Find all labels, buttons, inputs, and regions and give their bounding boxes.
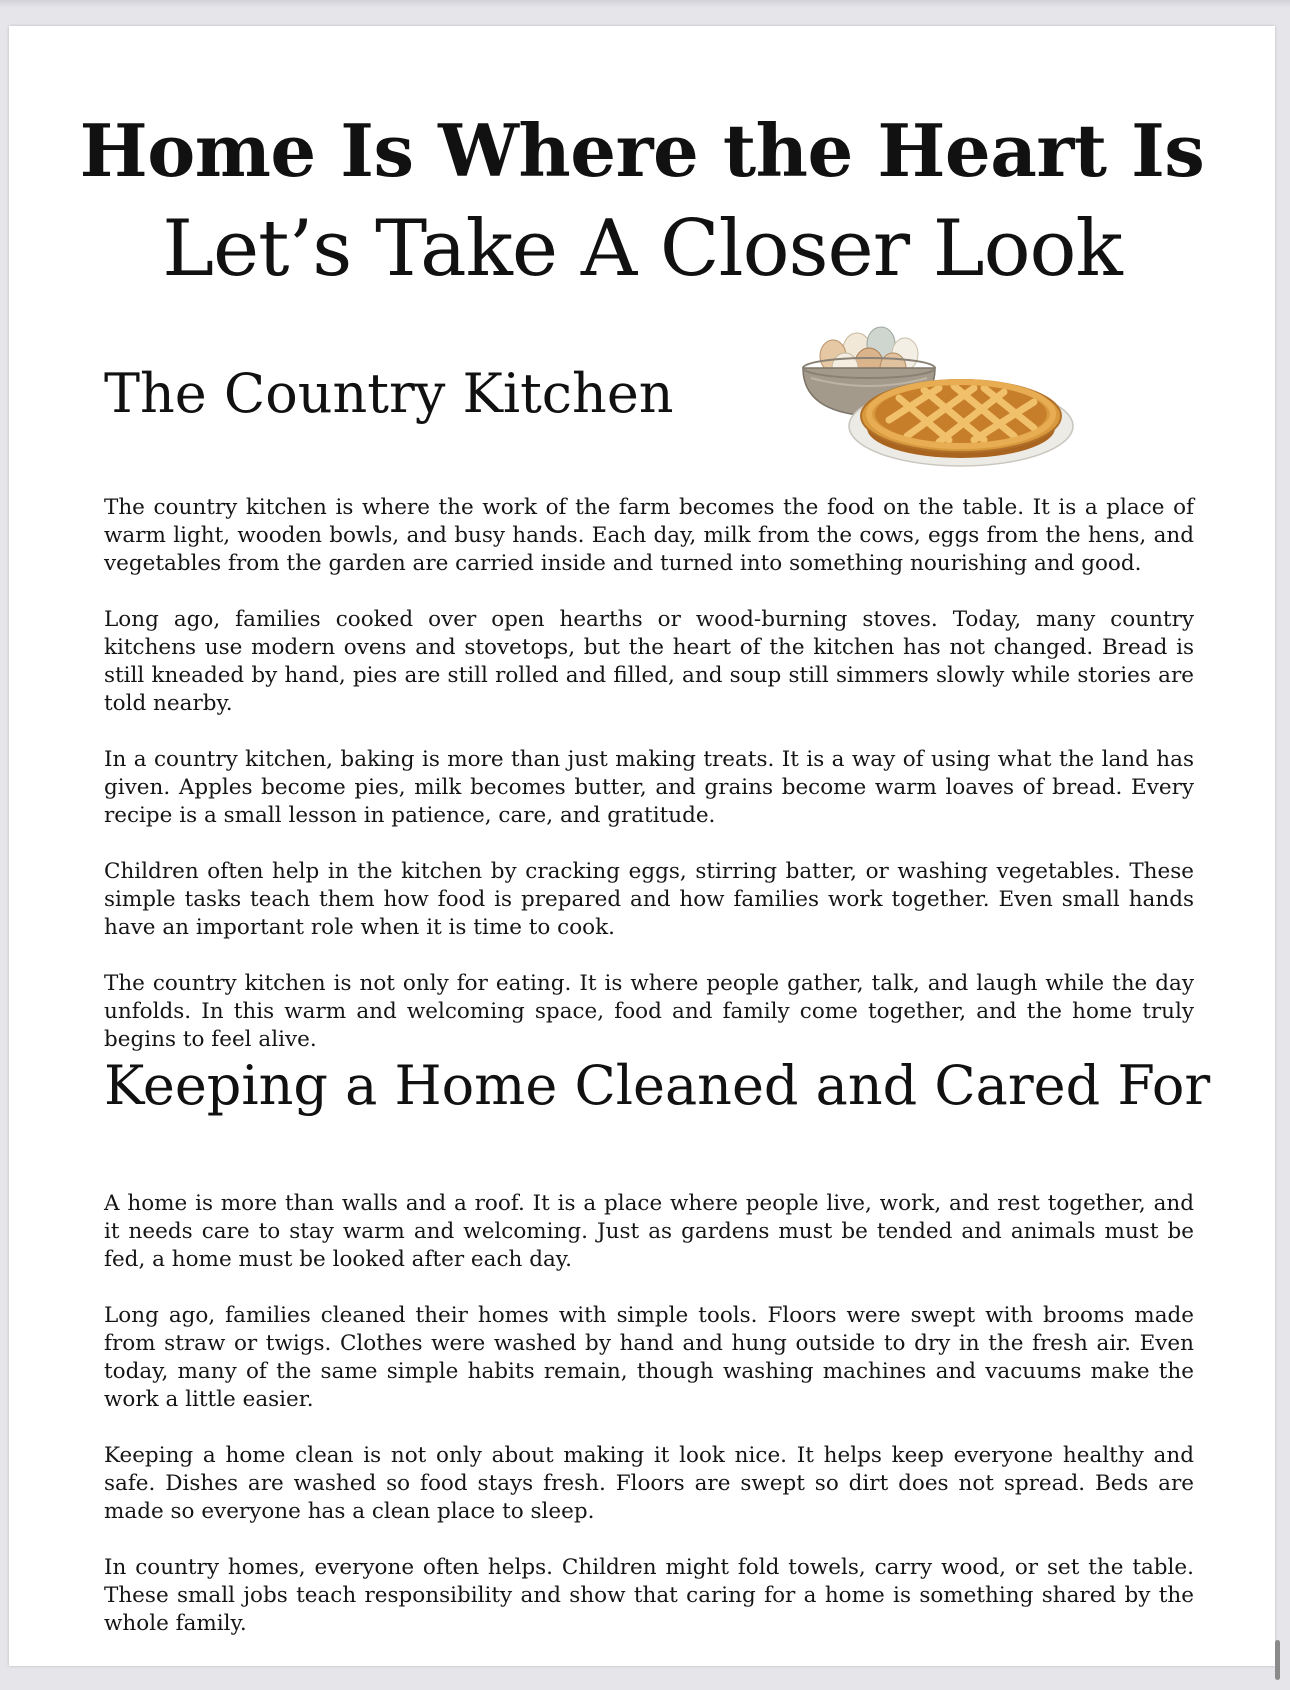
- document-page: [9, 26, 1275, 1666]
- scrollbar-thumb[interactable]: [1275, 1640, 1280, 1680]
- paragraph: The country kitchen is not only for eating. It is where people gather, talk, and laugh while the day unfolds. In this warm and welcoming space, food and family come together, and the home truly begins to feel alive.: [104, 971, 1194, 1052]
- section-heading-home-care: Keeping a Home Cleaned and Cared For: [104, 1054, 1211, 1117]
- paragraph: In country homes, everyone often helps. Children might fold towels, carry wood, or set the table. These small jobs teach responsibility and show that caring for a home is something shared by the whole family.: [104, 1555, 1194, 1636]
- paragraph: Keeping a home clean is not only about making it look nice. It helps keep everyone healthy and safe. Dishes are washed so food stays fresh. Floors are swept so dirt does not spread. Beds are made so everyone has a clean place to sleep.: [104, 1443, 1194, 1524]
- section-heading-country-kitchen: The Country Kitchen: [104, 362, 674, 425]
- page-title: Home Is Where the Heart Is: [79, 108, 1205, 193]
- paragraph: In a country kitchen, baking is more than just making treats. It is a way of using what the land has given. Apples become pies, milk becomes butter, and grains become warm loaves of bread. Every recipe is a small lesson in patience, care, and gratitude.: [104, 747, 1194, 828]
- window-top-edge: [0, 0, 1290, 8]
- page-subtitle: Let’s Take A Closer Look: [162, 204, 1122, 294]
- paragraph: The country kitchen is where the work of the farm becomes the food on the table. It is a place of warm light, wooden bowls, and busy hands. Each day, milk from the cows, eggs from the hens, and vegetables from the garden are carried inside and turned into something nourishing and good.: [104, 495, 1194, 576]
- country-kitchen-text: [104, 494, 1194, 1082]
- lattice-pie-icon: [849, 380, 1073, 466]
- eggs-bowl-and-pie-icon: [789, 316, 1089, 496]
- paragraph: A home is more than walls and a roof. It is a place where people live, work, and rest together, and it needs care to stay warm and welcoming. Just as gardens must be tended and animals must be fed, a home must be looked after each day.: [104, 1191, 1194, 1272]
- paragraph: Children often help in the kitchen by cracking eggs, stirring batter, or washing vegetables. These simple tasks teach them how food is prepared and how families work together. Even small hands have an important role when it is time to cook.: [104, 859, 1194, 940]
- paragraph: Long ago, families cooked over open hearths or wood-burning stoves. Today, many country kitchens use modern ovens and stovetops, but the heart of the kitchen has not changed. Bread is still kneaded by hand, pies are still rolled and filled, and soup still simmers slowly while stories are told nearby.: [104, 607, 1194, 716]
- paragraph: Long ago, families cleaned their homes with simple tools. Floors were swept with brooms made from straw or twigs. Clothes were washed by hand and hung outside to dry in the fresh air. Even today, many of the same simple habits remain, though washing machines and vacuums make the work a little easier.: [104, 1303, 1194, 1412]
- home-care-text: [104, 1190, 1194, 1666]
